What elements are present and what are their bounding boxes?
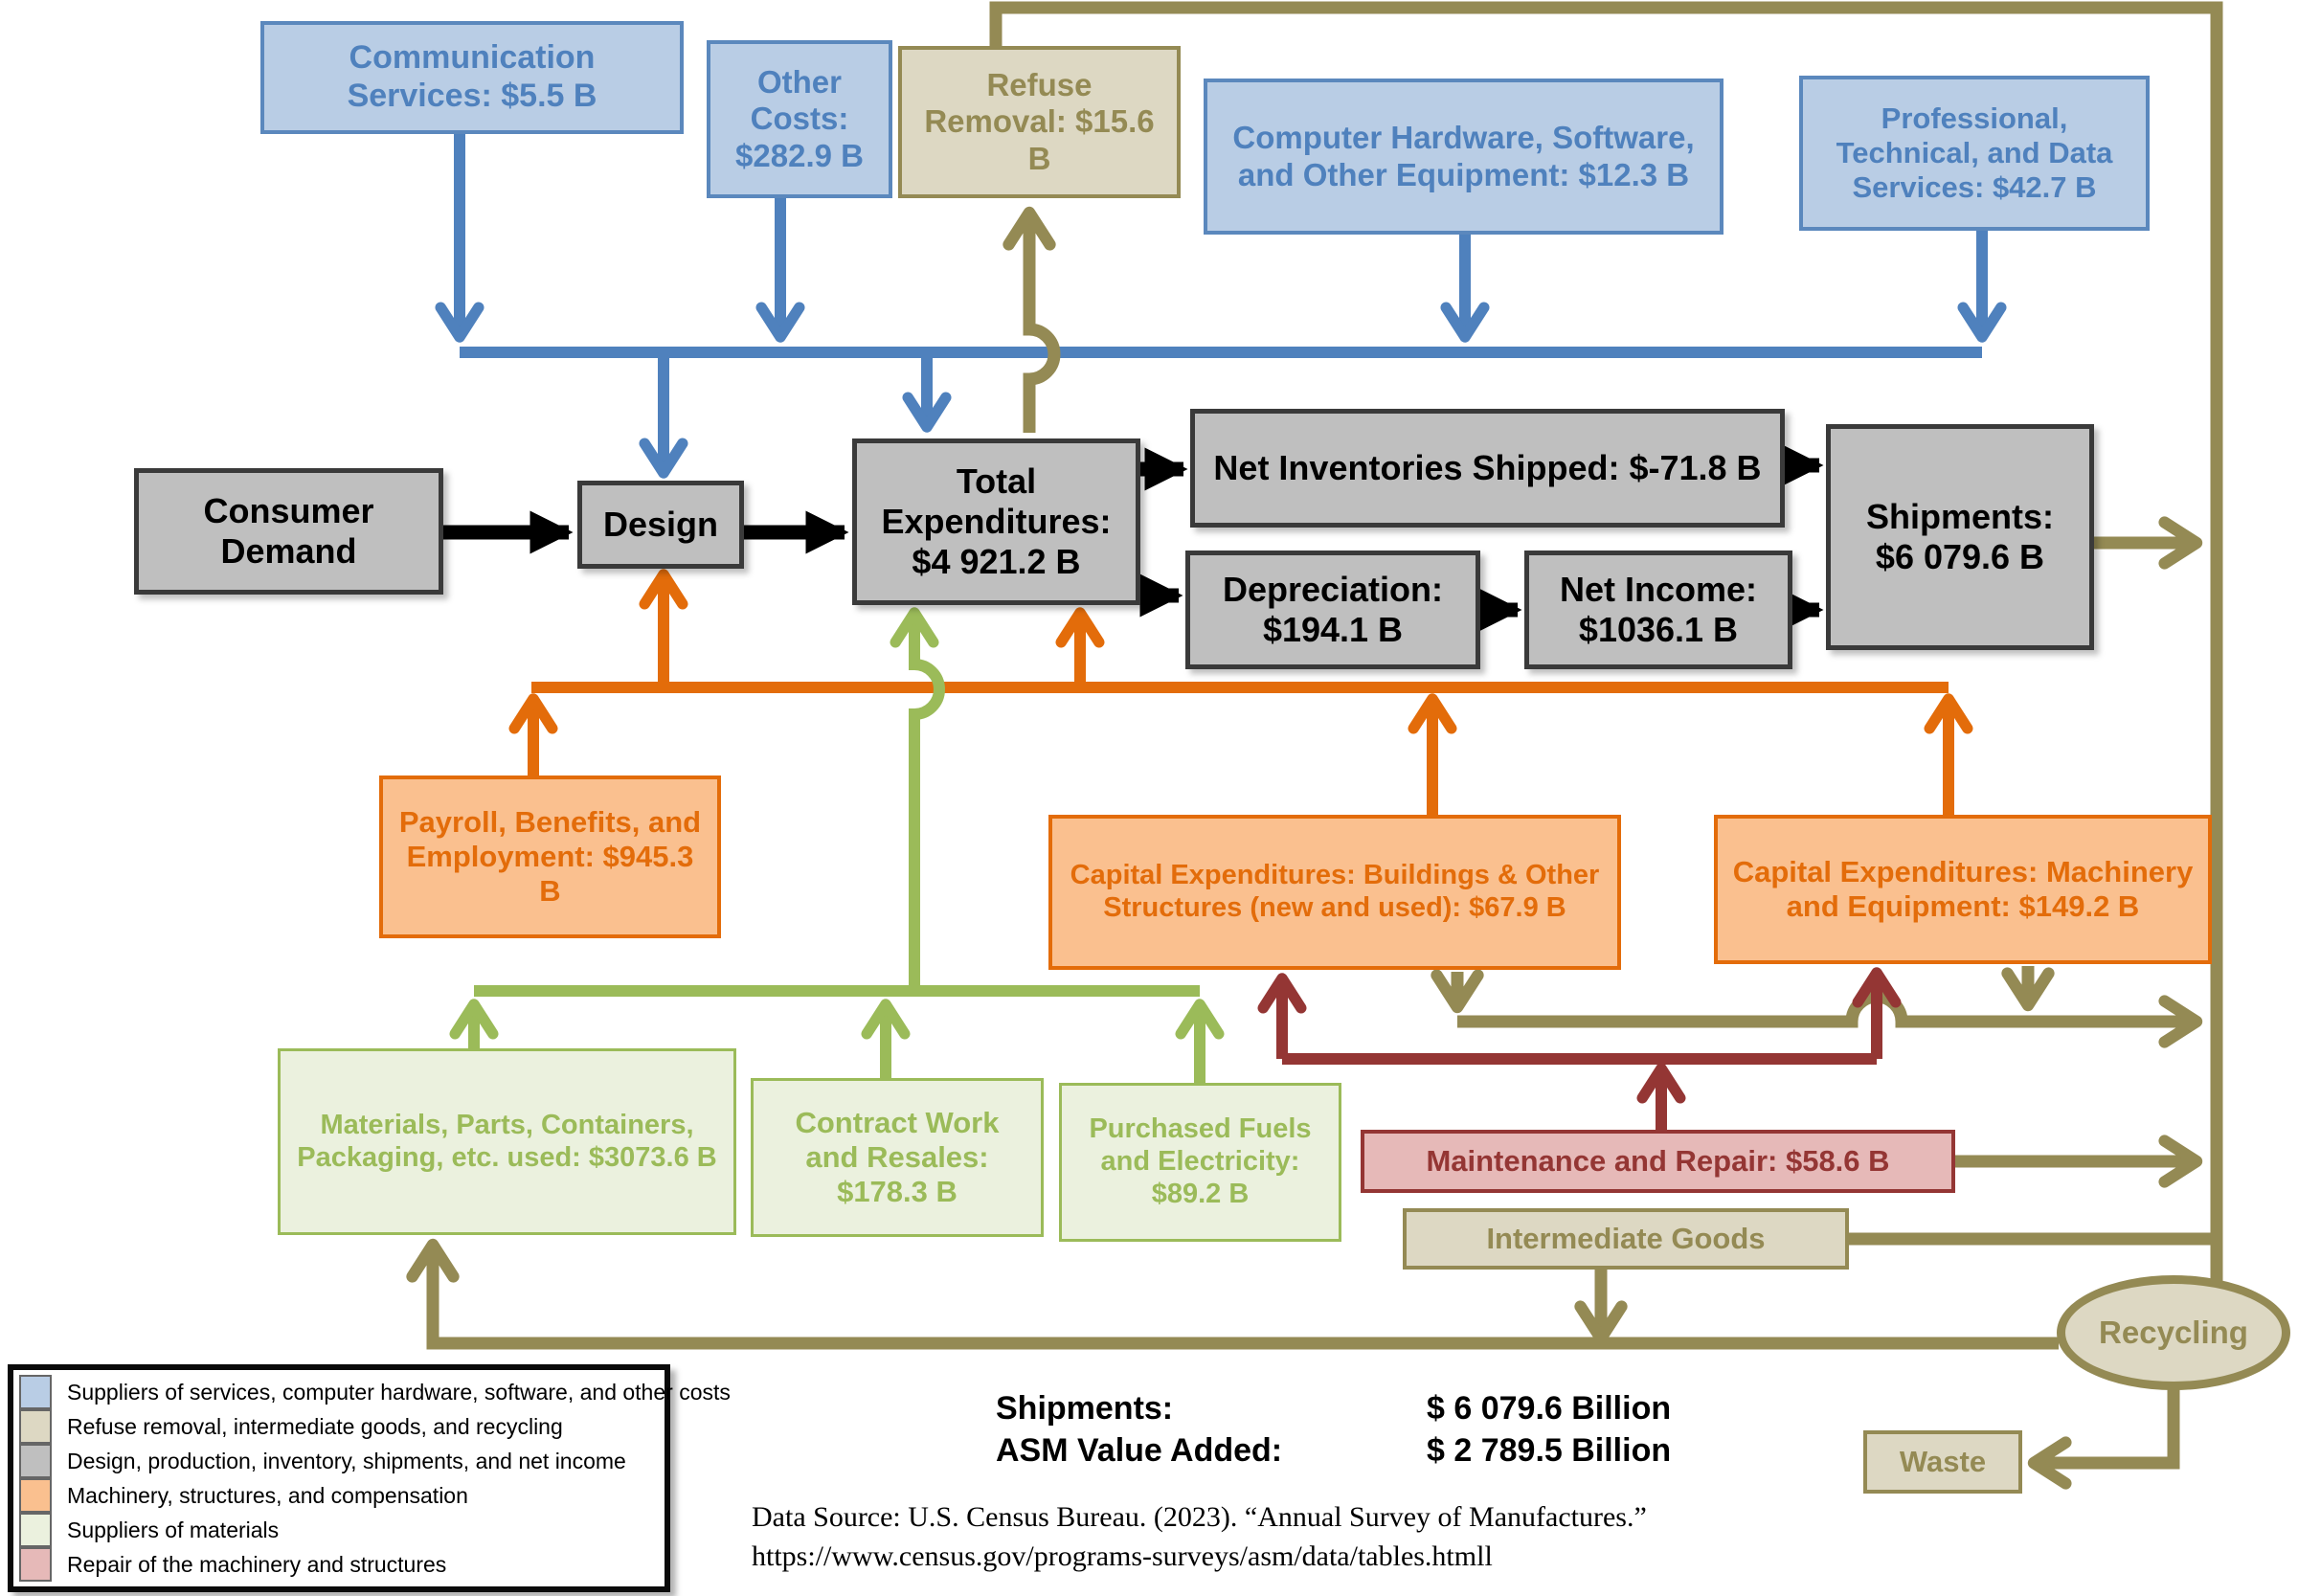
legend-swatch-olive (19, 1409, 52, 1444)
node-label: Communication Services: $5.5 B (347, 39, 597, 114)
legend-label: Repair of the machinery and structures (67, 1551, 447, 1577)
node-label: Capital Expenditures: Buildings & Other Structures (new and used): $67.9 B (1070, 860, 1600, 923)
node-label: Professional, Technical, and Data Services: $42.7 B (1836, 101, 2113, 205)
node-label: Net Income: $1036.1 B (1559, 569, 1758, 649)
legend-item (19, 1410, 659, 1443)
legend-label: Machinery, structures, and compensation (67, 1482, 468, 1508)
summary-label: Shipments: (996, 1390, 1174, 1427)
node-capex-buildings (1048, 815, 1621, 970)
node-label: Materials, Parts, Containers, Packaging, etc. used: $3073.6 B (297, 1109, 717, 1173)
node-shipments (1826, 424, 2094, 650)
node-net-inventories-shipped (1190, 409, 1785, 528)
node-label: Depreciation: $194.1 B (1222, 569, 1444, 649)
data-source-citation: Data Source: U.S. Census Bureau. (2023). “Annual Survey of Manufactures.” (752, 1501, 1647, 1533)
data-source (752, 1498, 1647, 1576)
darkred-repair-flows (1282, 973, 1877, 1132)
data-source-url: https://www.census.gov/programs-surveys/asm/data/tables.htmll (752, 1540, 1493, 1572)
summary-value: $ 6 079.6 Billion (1427, 1390, 1672, 1427)
node-label: Shipments: $6 079.6 B (1865, 496, 2054, 576)
node-recycling (2057, 1275, 2290, 1390)
legend-label: Refuse removal, intermediate goods, and recycling (67, 1413, 563, 1439)
node-label: Total Expenditures: $4 921.2 B (881, 461, 1112, 582)
legend-item (19, 1479, 659, 1512)
node-purchased-fuels (1059, 1083, 1341, 1242)
node-waste (1863, 1430, 2022, 1494)
node-label: Maintenance and Repair: $58.6 B (1426, 1143, 1890, 1178)
legend-swatch-pink (19, 1547, 52, 1582)
node-label: Purchased Fuels and Electricity: $89.2 B (1089, 1113, 1312, 1209)
node-consumer-demand (134, 468, 443, 595)
node-label: Waste (1899, 1444, 1987, 1478)
node-depreciation (1185, 551, 1480, 669)
node-maintenance-repair (1361, 1130, 1955, 1193)
node-label: Consumer Demand (203, 490, 374, 571)
summary-row-shipments (996, 1390, 1671, 1427)
legend-swatch-green (19, 1513, 52, 1547)
node-design (577, 481, 744, 569)
node-label: Refuse Removal: $15.6 B (924, 66, 1155, 176)
node-label: Payroll, Benefits, and Employment: $945.3 B (398, 804, 702, 909)
summary-value: $ 2 789.5 Billion (1427, 1432, 1672, 1469)
node-net-income (1524, 551, 1792, 669)
node-communication-services (260, 21, 684, 134)
node-payroll-benefits (379, 776, 721, 938)
node-other-costs (707, 40, 892, 198)
node-professional-services (1799, 76, 2150, 231)
legend-swatch-gray (19, 1444, 52, 1478)
legend-label: Suppliers of services, computer hardware, software, and other costs (67, 1379, 731, 1405)
legend-item (19, 1445, 659, 1477)
node-label: Capital Expenditures: Machinery and Equipment: $149.2 B (1732, 854, 2194, 923)
summary-label: ASM Value Added: (996, 1432, 1283, 1469)
node-materials-parts (278, 1048, 736, 1235)
legend-label: Suppliers of materials (67, 1517, 280, 1542)
legend-swatch-blue (19, 1375, 52, 1409)
legend-swatch-orange (19, 1478, 52, 1513)
legend-item (19, 1548, 659, 1581)
node-label: Intermediate Goods (1486, 1221, 1766, 1255)
node-label: Net Inventories Shipped: $-71.8 B (1213, 447, 1762, 487)
legend-label: Design, production, inventory, shipments, and net income (67, 1448, 626, 1473)
node-label: Computer Hardware, Software, and Other Equipment: $12.3 B (1232, 119, 1695, 192)
node-label: Other Costs: $282.9 B (735, 63, 864, 173)
node-computer-hardware (1204, 79, 1724, 235)
node-label: Contract Work and Resales: $178.3 B (795, 1105, 1000, 1209)
legend-item (19, 1514, 659, 1546)
node-label: Recycling (2099, 1314, 2248, 1350)
legend-item (19, 1376, 731, 1408)
node-label: Design (602, 504, 719, 544)
node-intermediate-goods (1403, 1208, 1849, 1270)
node-total-expenditures (852, 438, 1140, 605)
legend (8, 1364, 731, 1592)
node-refuse-removal (898, 46, 1181, 198)
node-capex-machinery (1714, 815, 2212, 964)
summary-row-value-added (996, 1432, 1671, 1470)
node-contract-work (751, 1078, 1044, 1237)
